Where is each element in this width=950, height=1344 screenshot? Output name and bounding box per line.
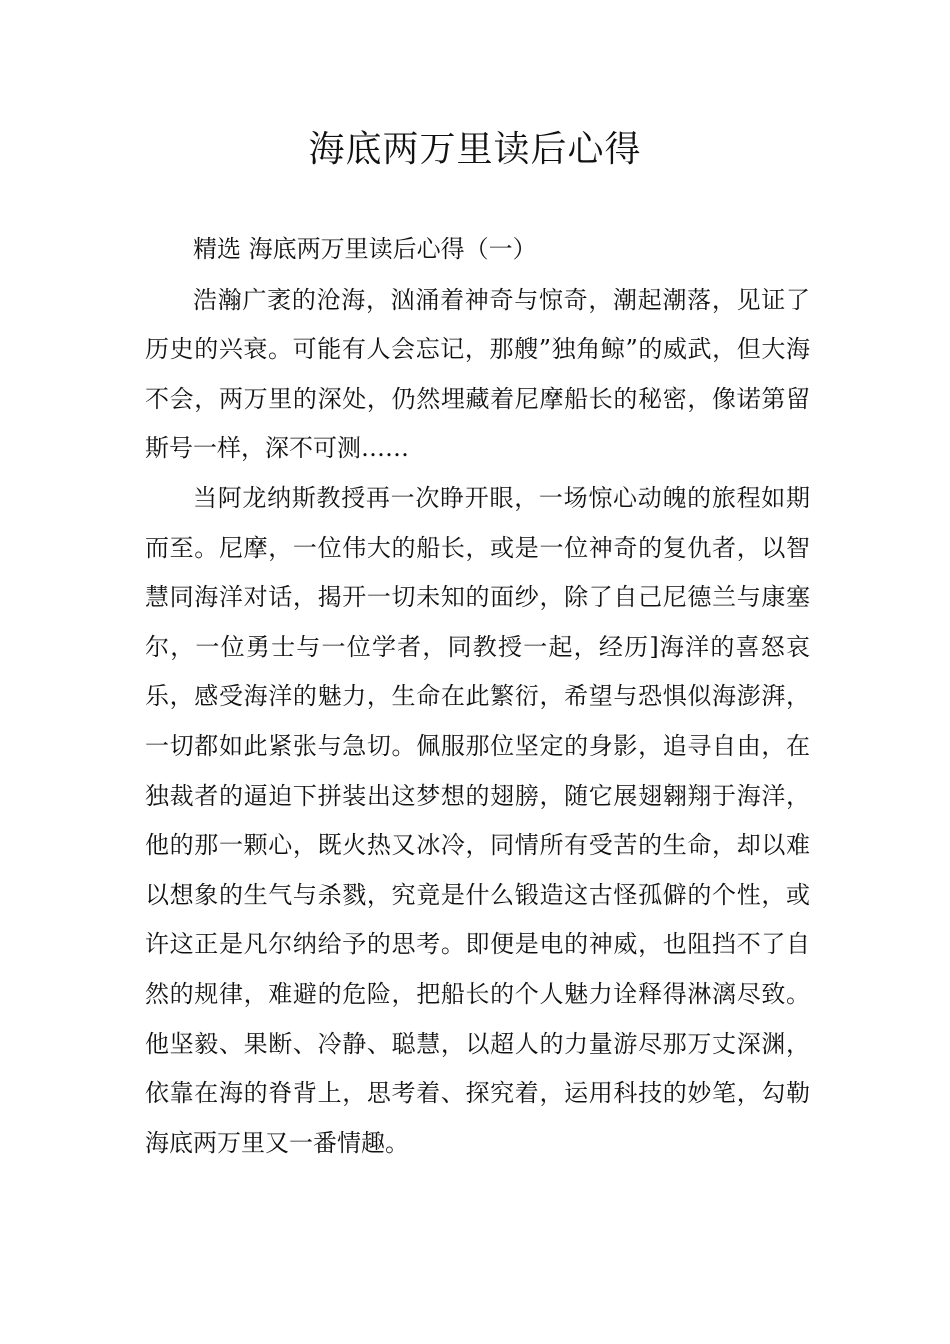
paragraph-2: 当阿龙纳斯教授再一次睁开眼，一场惊心动魄的旅程如期而至。尼摩，一位伟大的船长，或是一位神奇的复仇者，以智慧同海洋对话，揭开一切未知的面纱，除了自己尼德兰与康塞尔，一位勇士与一位学者，同教授一起，经历]海洋的喜怒哀乐，感受海洋的魅力，生命在此繁衍，希望与恐惧似海澎湃，一切都如此紧张与急切。佩服那位坚定的身影，追寻自由，在独裁者的逼迫下拼装出这梦想的翅膀，随它展翅翱翔于海洋，他的那一颗心，既火热又冰冷，同情所有受苦的生命，却以难以想象的生气与杀戮，究竟是什么锻造这古怪孤僻的个性，或许这正是凡尔纳给予的思考。即便是电的神威，也阻挡不了自然的规律，难避的危险，把船长的个人魅力诠释得淋漓尽致。他坚毅、果断、冷静、聪慧，以超人的力量游尽那万丈深渊，依靠在海的脊背上，思考着、探究着，运用科技的妙笔，勾勒海底两万里又一番情趣。 — [145, 483, 810, 1157]
paragraph-1: 浩瀚广袤的沧海，汹涌着神奇与惊奇，潮起潮落，见证了历史的兴衰。可能有人会忘记，那艘”独角鲸”的威武，但大海不会，两万里的深处，仍然埋藏着尼摩船长的秘密，像诺第留斯号一样，深不可测…… — [145, 285, 810, 463]
section-subtitle: 精选 海底两万里读后心得（一） — [193, 235, 537, 263]
document-body — [145, 225, 810, 1168]
document-title: 海底两万里读后心得 — [308, 129, 642, 170]
